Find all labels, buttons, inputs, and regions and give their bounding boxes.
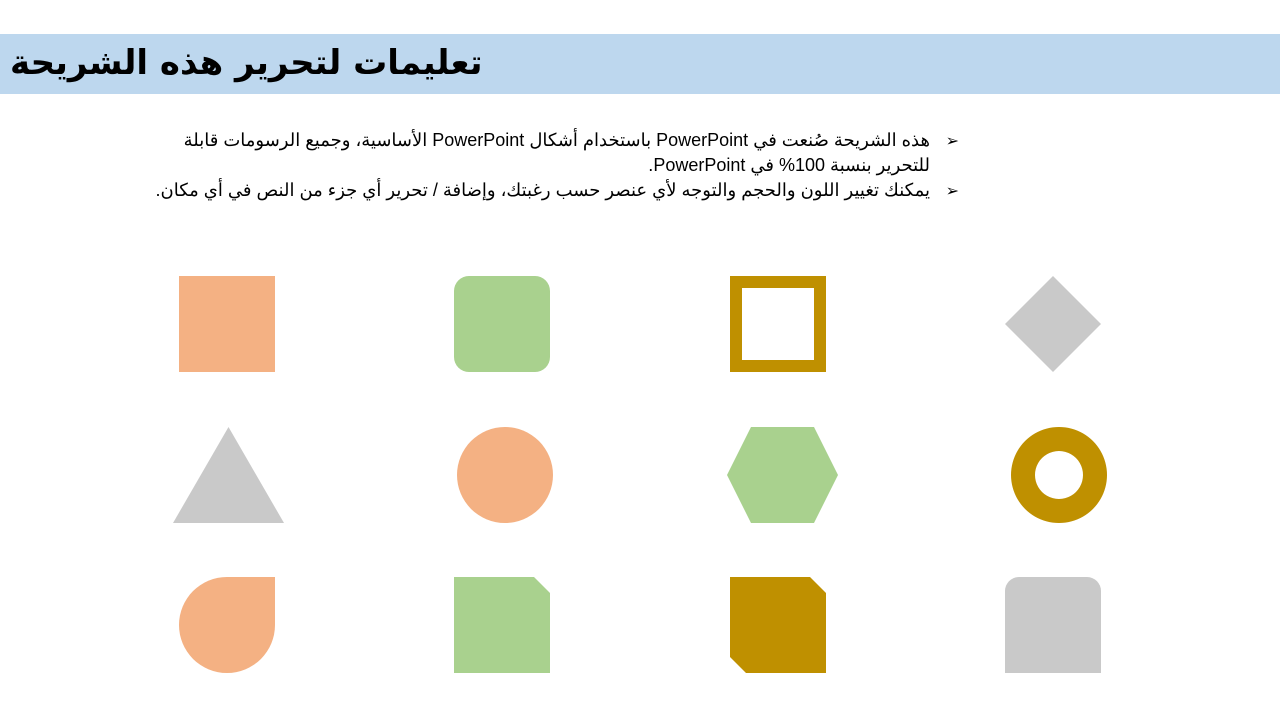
gold-square-frame-shape[interactable] (730, 276, 826, 372)
bullet-item (140, 178, 965, 203)
gold-snipped-diagonal-square-shape[interactable] (730, 577, 826, 673)
bullet-item (140, 128, 965, 178)
arrow-bullet-icon: ➢ (945, 181, 959, 200)
arrow-bullet-icon: ➢ (945, 131, 959, 150)
gray-top-rounded-square-shape[interactable] (1005, 577, 1101, 673)
bullet-text: هذه الشريحة صُنعت في PowerPoint باستخدام أشكال PowerPoint الأساسية، وجميع الرسومات قابلة للتحرير بنسبة 100% في PowerPoint. (183, 130, 930, 175)
bullet-text: يمكنك تغيير اللون والحجم والتوجه لأي عنصر حسب رغبتك، وإضافة / تحرير أي جزء من النص في أي مكان. (155, 180, 930, 200)
green-hexagon-shape[interactable] (727, 427, 838, 523)
green-rounded-square-shape[interactable] (454, 276, 550, 372)
slide-title[interactable]: تعليمات لتحرير هذه الشريحة (10, 43, 483, 83)
green-snipped-corner-square-shape[interactable] (454, 577, 550, 673)
instructions-text-box[interactable] (140, 128, 965, 203)
gray-diamond-shape[interactable] (1005, 276, 1101, 372)
orange-square-shape[interactable] (179, 276, 275, 372)
orange-teardrop-shape[interactable] (179, 577, 275, 673)
gray-triangle-shape[interactable] (173, 427, 284, 523)
title-band (0, 34, 1280, 94)
gold-donut-shape[interactable] (1011, 427, 1107, 523)
orange-circle-shape[interactable] (457, 427, 553, 523)
